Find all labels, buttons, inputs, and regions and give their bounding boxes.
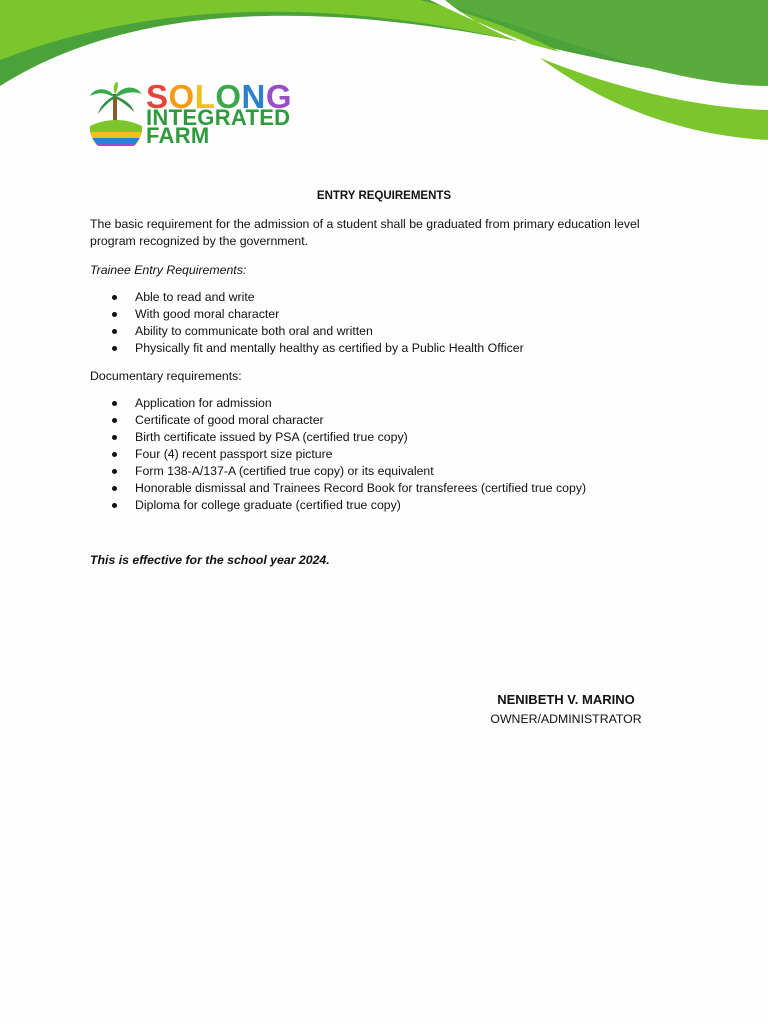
list-item <box>90 395 690 412</box>
list-item <box>90 412 690 429</box>
logo-letter: G <box>265 78 293 115</box>
logo-letter: O <box>215 78 242 115</box>
bullet-icon <box>112 503 117 508</box>
list-item <box>90 497 690 514</box>
logo-word-farm: FARM <box>146 123 210 148</box>
list-item-text: Ability to communicate both oral and written <box>135 324 373 338</box>
list-item <box>90 323 690 340</box>
list-item-text: Form 138-A/137-A (certified true copy) or its equivalent <box>135 464 434 478</box>
logo-letter: N <box>241 78 266 115</box>
intro-paragraph: The basic requirement for the admission of a student shall be graduated from primary education level program recognized by the government. <box>90 217 640 248</box>
bullet-icon <box>112 469 117 474</box>
documentary-requirements-heading: Documentary requirements: <box>90 369 242 383</box>
list-item-text: With good moral character <box>135 307 280 321</box>
bullet-icon <box>112 312 117 317</box>
logo-letter: O <box>168 78 195 115</box>
list-item-text: Certificate of good moral character <box>135 413 324 427</box>
logo-word-integrated: INTEGRATED <box>146 105 291 130</box>
signatory-name: NENIBETH V. MARINO <box>497 692 635 707</box>
logo <box>88 78 328 148</box>
logo-letter: L <box>194 78 216 115</box>
list-item <box>90 306 690 323</box>
list-item <box>90 289 690 306</box>
list-item-text: Physically fit and mentally healthy as certified by a Public Health Officer <box>135 341 524 355</box>
trainee-requirements-heading: Trainee Entry Requirements: <box>90 263 247 277</box>
list-item-text: Diploma for college graduate (certified true copy) <box>135 498 401 512</box>
list-item-text: Application for admission <box>135 396 272 410</box>
bullet-icon <box>112 452 117 457</box>
list-item <box>90 429 690 446</box>
list-item-text: Honorable dismissal and Trainees Record Book for transferees (certified true copy) <box>135 481 587 495</box>
bullet-icon <box>112 418 117 423</box>
documentary-requirements-list <box>90 395 690 514</box>
bullet-icon <box>112 295 117 300</box>
signatory-role: OWNER/ADMINISTRATOR <box>490 712 642 726</box>
bullet-icon <box>112 401 117 406</box>
list-item-text: Able to read and write <box>135 290 255 304</box>
bullet-icon <box>112 346 117 351</box>
list-item <box>90 340 690 357</box>
list-item-text: Four (4) recent passport size picture <box>135 447 333 461</box>
bullet-icon <box>112 486 117 491</box>
palm-tree-farm-icon <box>88 82 144 146</box>
list-item <box>90 480 690 497</box>
effectivity-note: This is effective for the school year 2024. <box>90 553 330 567</box>
bullet-icon <box>112 329 117 334</box>
trainee-requirements-list <box>90 289 690 357</box>
list-item <box>90 446 690 463</box>
document-title: ENTRY REQUIREMENTS <box>316 190 452 202</box>
list-item-text: Birth certificate issued by PSA (certified true copy) <box>135 430 408 444</box>
list-item <box>90 463 690 480</box>
bullet-icon <box>112 435 117 440</box>
logo-letter: S <box>146 78 169 115</box>
